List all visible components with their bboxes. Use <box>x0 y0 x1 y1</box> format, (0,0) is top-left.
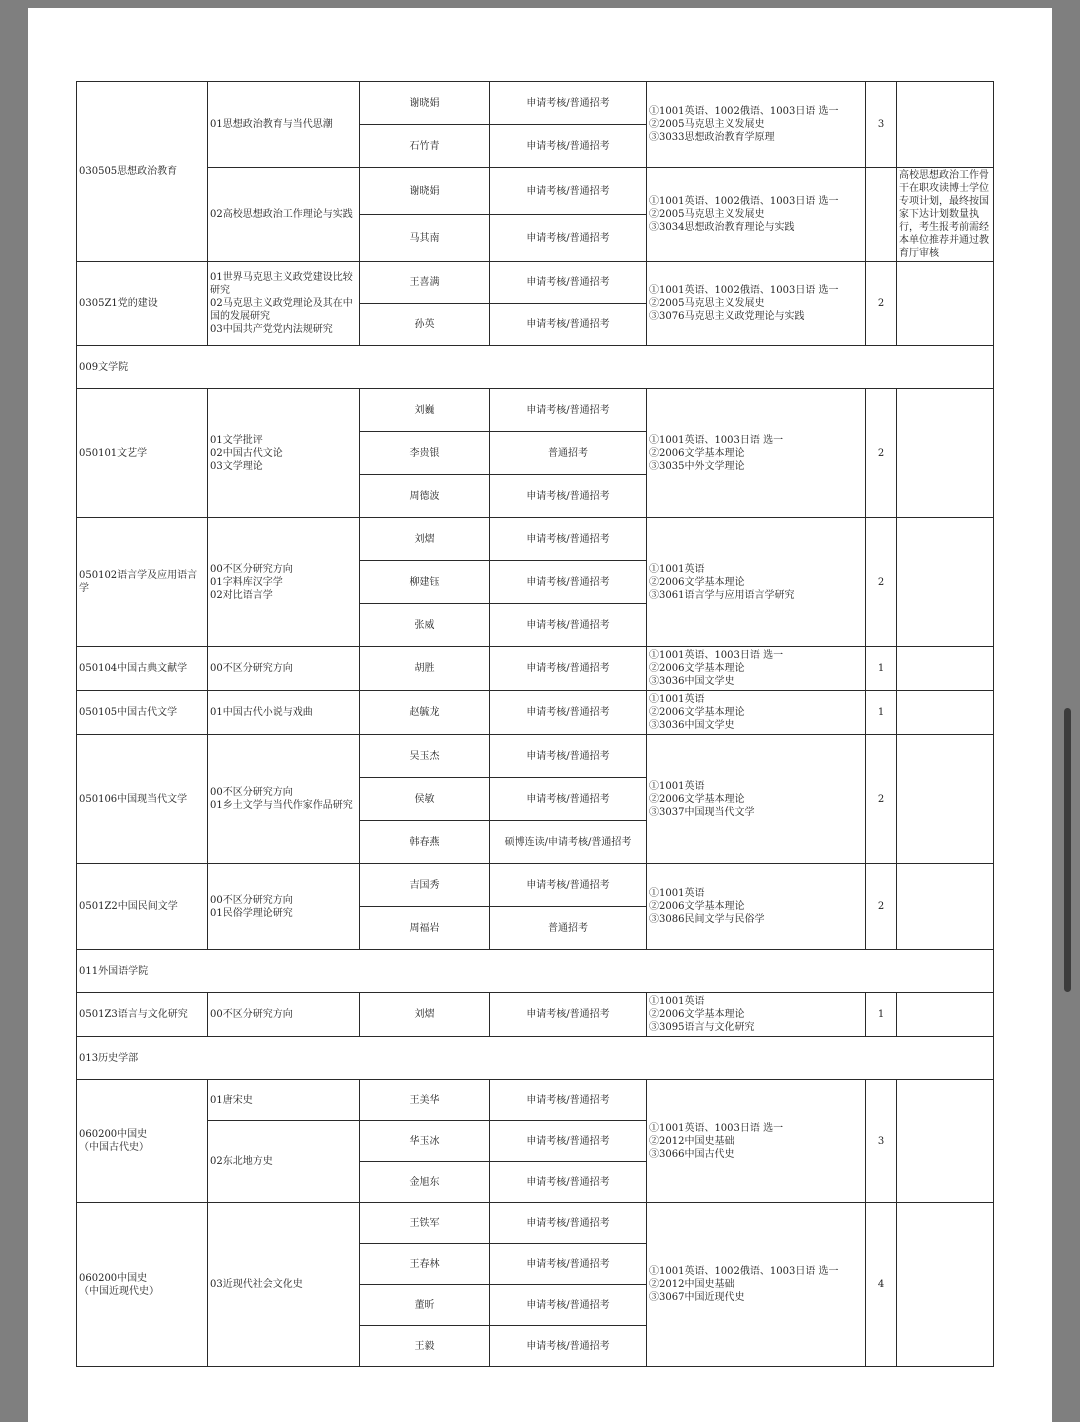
supervisor-cell: 王铁军 <box>360 1203 490 1244</box>
remarks-cell <box>897 262 994 346</box>
research-direction-cell: 03近现代社会文化史 <box>208 1203 360 1367</box>
supervisor-cell: 华玉冰 <box>360 1121 490 1162</box>
remarks-cell <box>897 1080 994 1203</box>
exam-subject-1: ①1001英语、1002俄语、1003日语 选一 <box>649 106 839 117</box>
supervisor-cell: 刘熠 <box>360 993 490 1037</box>
exam-subject-3: ③3035中外文学理论 <box>649 460 745 472</box>
remarks-cell <box>897 691 994 735</box>
exam-subjects-cell <box>647 735 866 864</box>
exam-subject-1: ①1001英语、1002俄语、1003日语 选一 <box>649 285 839 296</box>
exam-subject-3: ③3037中国现当代文学 <box>649 806 755 818</box>
exam-subject-1: ①1001英语 <box>649 563 705 575</box>
table-row <box>77 82 994 125</box>
admissions-table <box>76 81 994 1367</box>
exam-subject-3: ③3095语言与文化研究 <box>649 1022 755 1033</box>
admission-mode-cell: 申请考核/普通招考 <box>490 647 647 691</box>
admission-mode-cell: 申请考核/普通招考 <box>490 691 647 735</box>
admission-mode-cell: 申请考核/普通招考 <box>490 389 647 432</box>
quota-cell: 3 <box>866 1080 897 1203</box>
exam-subjects-cell <box>647 1203 866 1367</box>
exam-subject-3: ③3067中国近现代史 <box>649 1292 745 1303</box>
exam-subject-3: ③3076马克思主义政党理论与实践 <box>649 311 805 322</box>
research-direction-cell: 00不区分研究方向 <box>208 993 360 1037</box>
department-cell: 009文学院 <box>77 346 994 389</box>
exam-subjects-cell <box>647 1080 866 1203</box>
department-row <box>77 346 994 389</box>
admission-mode-cell: 申请考核/普通招考 <box>490 125 647 168</box>
supervisor-cell: 柳建钰 <box>360 561 490 604</box>
supervisor-cell: 谢晓娟 <box>360 168 490 215</box>
admission-mode-cell: 申请考核/普通招考 <box>490 518 647 561</box>
exam-subjects-cell <box>647 518 866 647</box>
supervisor-cell: 胡胜 <box>360 647 490 691</box>
supervisor-cell: 张威 <box>360 604 490 647</box>
supervisor-cell: 马其南 <box>360 215 490 262</box>
research-direction-cell: 00不区分研究方向 <box>208 647 360 691</box>
supervisor-cell: 吉国秀 <box>360 864 490 907</box>
research-direction-cell: 00不区分研究方向 01字料库汉字学 02对比语言学 <box>208 518 360 647</box>
research-direction-cell: 02高校思想政治工作理论与实践 <box>208 168 360 262</box>
table-row <box>77 864 994 907</box>
exam-subject-3: ③3066中国古代史 <box>649 1148 735 1160</box>
supervisor-cell: 王毅 <box>360 1326 490 1367</box>
exam-subject-1: ①1001英语、1002俄语、1003日语 选一 <box>649 196 839 207</box>
department-row <box>77 1037 994 1080</box>
exam-subject-1: ①1001英语、1002俄语、1003日语 选一 <box>649 1266 839 1277</box>
quota-cell: 4 <box>866 1203 897 1367</box>
quota-cell: 1 <box>866 647 897 691</box>
supervisor-cell: 韩春燕 <box>360 821 490 864</box>
department-cell: 013历史学部 <box>77 1037 994 1080</box>
remarks-cell <box>897 647 994 691</box>
exam-subject-1: ①1001英语 <box>649 996 705 1007</box>
admission-mode-cell: 申请考核/普通招考 <box>490 1326 647 1367</box>
table-row <box>77 1203 994 1244</box>
research-direction-cell: 01唐宋史 <box>208 1080 360 1121</box>
exam-subject-2: ②2006文学基本理论 <box>649 793 745 805</box>
exam-subject-2: ②2006文学基本理论 <box>649 576 745 588</box>
exam-subject-1: ①1001英语 <box>649 888 705 899</box>
exam-subject-1: ①1001英语、1003日语 选一 <box>649 434 784 446</box>
quota-cell: 1 <box>866 691 897 735</box>
exam-subject-3: ③3033思想政治教育学原理 <box>649 132 775 143</box>
exam-subject-3: ③3061语言学与应用语言学研究 <box>649 589 795 601</box>
supervisor-cell: 李贵银 <box>360 432 490 475</box>
exam-subject-1: ①1001英语、1003日语 选一 <box>649 650 784 661</box>
table-row <box>77 993 994 1037</box>
admission-mode-cell: 申请考核/普通招考 <box>490 168 647 215</box>
supervisor-cell: 吴玉杰 <box>360 735 490 778</box>
admission-mode-cell: 申请考核/普通招考 <box>490 475 647 518</box>
quota-cell: 2 <box>866 389 897 518</box>
admission-mode-cell: 普通招考 <box>490 432 647 475</box>
remarks-cell <box>897 518 994 647</box>
table-row <box>77 647 994 691</box>
exam-subject-3: ③3036中国文学史 <box>649 720 735 731</box>
remarks-cell: 高校思想政治工作骨干在职攻读博士学位专项计划，最终按国家下达计划数量执行，考生报考前需经本单位推荐并通过教育厅审核 <box>897 168 994 262</box>
discipline-cell: 050105中国古代文学 <box>77 691 208 735</box>
table-row <box>77 735 994 778</box>
supervisor-cell: 王美华 <box>360 1080 490 1121</box>
supervisor-cell: 王春林 <box>360 1244 490 1285</box>
scrollbar-thumb[interactable] <box>1064 708 1071 992</box>
admission-mode-cell: 申请考核/普通招考 <box>490 993 647 1037</box>
department-row <box>77 950 994 993</box>
supervisor-cell: 石竹青 <box>360 125 490 168</box>
research-direction-cell: 01文学批评 02中国古代文论 03文学理论 <box>208 389 360 518</box>
exam-subject-2: ②2006文学基本理论 <box>649 663 745 674</box>
exam-subject-2: ②2006文学基本理论 <box>649 901 745 912</box>
admission-mode-cell: 申请考核/普通招考 <box>490 864 647 907</box>
admission-mode-cell: 申请考核/普通招考 <box>490 1285 647 1326</box>
remarks-cell <box>897 864 994 950</box>
admission-mode-cell: 普通招考 <box>490 907 647 950</box>
admission-mode-cell: 申请考核/普通招考 <box>490 82 647 125</box>
research-direction-cell: 01中国古代小说与戏曲 <box>208 691 360 735</box>
quota-cell: 2 <box>866 518 897 647</box>
supervisor-cell: 刘巍 <box>360 389 490 432</box>
admission-mode-cell: 申请考核/普通招考 <box>490 1080 647 1121</box>
supervisor-cell: 赵毓龙 <box>360 691 490 735</box>
admission-mode-cell: 申请考核/普通招考 <box>490 1203 647 1244</box>
exam-subject-2: ②2006文学基本理论 <box>649 1009 745 1020</box>
discipline-cell: 0305Z1党的建设 <box>77 262 208 346</box>
quota-cell: 3 <box>866 82 897 168</box>
exam-subjects-cell <box>647 262 866 346</box>
exam-subjects-cell <box>647 993 866 1037</box>
discipline-cell: 0501Z3语言与文化研究 <box>77 993 208 1037</box>
exam-subjects-cell <box>647 389 866 518</box>
exam-subject-2: ②2005马克思主义发展史 <box>649 119 765 130</box>
exam-subjects-cell <box>647 647 866 691</box>
exam-subject-1: ①1001英语 <box>649 780 705 792</box>
research-direction-cell: 00不区分研究方向 01乡土文学与当代作家作品研究 <box>208 735 360 864</box>
exam-subjects-cell <box>647 691 866 735</box>
admission-mode-cell: 申请考核/普通招考 <box>490 778 647 821</box>
exam-subject-3: ③3086民间文学与民俗学 <box>649 914 765 925</box>
exam-subject-1: ①1001英语、1003日语 选一 <box>649 1122 784 1134</box>
exam-subject-2: ②2006文学基本理论 <box>649 707 745 718</box>
remarks-cell <box>897 993 994 1037</box>
research-direction-cell: 00不区分研究方向 01民俗学理论研究 <box>208 864 360 950</box>
research-direction-cell: 01世界马克思主义政党建设比较研究 02马克思主义政党理论及其在中国的发展研究 03中国共产党党内法规研究 <box>208 262 360 346</box>
table-row <box>77 518 994 561</box>
admission-mode-cell: 申请考核/普通招考 <box>490 262 647 304</box>
research-direction-cell: 01思想政治教育与当代思潮 <box>208 82 360 168</box>
quota-cell: 2 <box>866 864 897 950</box>
discipline-cell: 050102语言学及应用语言学 <box>77 518 208 647</box>
table-row <box>77 168 994 215</box>
exam-subject-3: ③3034思想政治教育理论与实践 <box>649 222 795 233</box>
remarks-cell <box>897 389 994 518</box>
table-row <box>77 262 994 304</box>
supervisor-cell: 谢晓娟 <box>360 82 490 125</box>
exam-subject-3: ③3036中国文学史 <box>649 676 735 687</box>
remarks-cell <box>897 82 994 168</box>
quota-cell: 2 <box>866 262 897 346</box>
exam-subjects-cell <box>647 168 866 262</box>
discipline-cell: 060200中国史 （中国古代史） <box>77 1080 208 1203</box>
admission-mode-cell: 申请考核/普通招考 <box>490 735 647 778</box>
quota-cell: 1 <box>866 993 897 1037</box>
exam-subject-2: ②2012中国史基础 <box>649 1279 735 1290</box>
supervisor-cell: 周福岩 <box>360 907 490 950</box>
supervisor-cell: 金旭东 <box>360 1162 490 1203</box>
remarks-cell <box>897 735 994 864</box>
supervisor-cell: 董昕 <box>360 1285 490 1326</box>
exam-subject-2: ②2005马克思主义发展史 <box>649 298 765 309</box>
quota-cell: 2 <box>866 735 897 864</box>
discipline-cell: 0501Z2中国民间文学 <box>77 864 208 950</box>
admission-mode-cell: 硕博连读/申请考核/普通招考 <box>490 821 647 864</box>
supervisor-cell: 刘熠 <box>360 518 490 561</box>
table-row <box>77 1080 994 1121</box>
supervisor-cell: 侯敏 <box>360 778 490 821</box>
admission-mode-cell: 申请考核/普通招考 <box>490 304 647 346</box>
admission-mode-cell: 申请考核/普通招考 <box>490 1121 647 1162</box>
exam-subjects-cell <box>647 82 866 168</box>
department-cell: 011外国语学院 <box>77 950 994 993</box>
remarks-cell <box>897 1203 994 1367</box>
table-row <box>77 389 994 432</box>
quota-cell <box>866 168 897 262</box>
discipline-cell: 050106中国现当代文学 <box>77 735 208 864</box>
research-direction-cell: 02东北地方史 <box>208 1121 360 1203</box>
supervisor-cell: 周德波 <box>360 475 490 518</box>
supervisor-cell: 孙英 <box>360 304 490 346</box>
admission-mode-cell: 申请考核/普通招考 <box>490 1244 647 1285</box>
supervisor-cell: 王喜满 <box>360 262 490 304</box>
discipline-cell: 050104中国古典文献学 <box>77 647 208 691</box>
admission-mode-cell: 申请考核/普通招考 <box>490 604 647 647</box>
discipline-cell: 030505思想政治教育 <box>77 82 208 262</box>
discipline-cell: 050101文艺学 <box>77 389 208 518</box>
exam-subject-2: ②2005马克思主义发展史 <box>649 209 765 220</box>
discipline-cell: 060200中国史 （中国近现代史） <box>77 1203 208 1367</box>
admission-mode-cell: 申请考核/普通招考 <box>490 215 647 262</box>
exam-subject-2: ②2006文学基本理论 <box>649 447 745 459</box>
admission-mode-cell: 申请考核/普通招考 <box>490 1162 647 1203</box>
exam-subject-2: ②2012中国史基础 <box>649 1135 735 1147</box>
exam-subjects-cell <box>647 864 866 950</box>
exam-subject-1: ①1001英语 <box>649 694 705 705</box>
table-row <box>77 691 994 735</box>
admission-mode-cell: 申请考核/普通招考 <box>490 561 647 604</box>
